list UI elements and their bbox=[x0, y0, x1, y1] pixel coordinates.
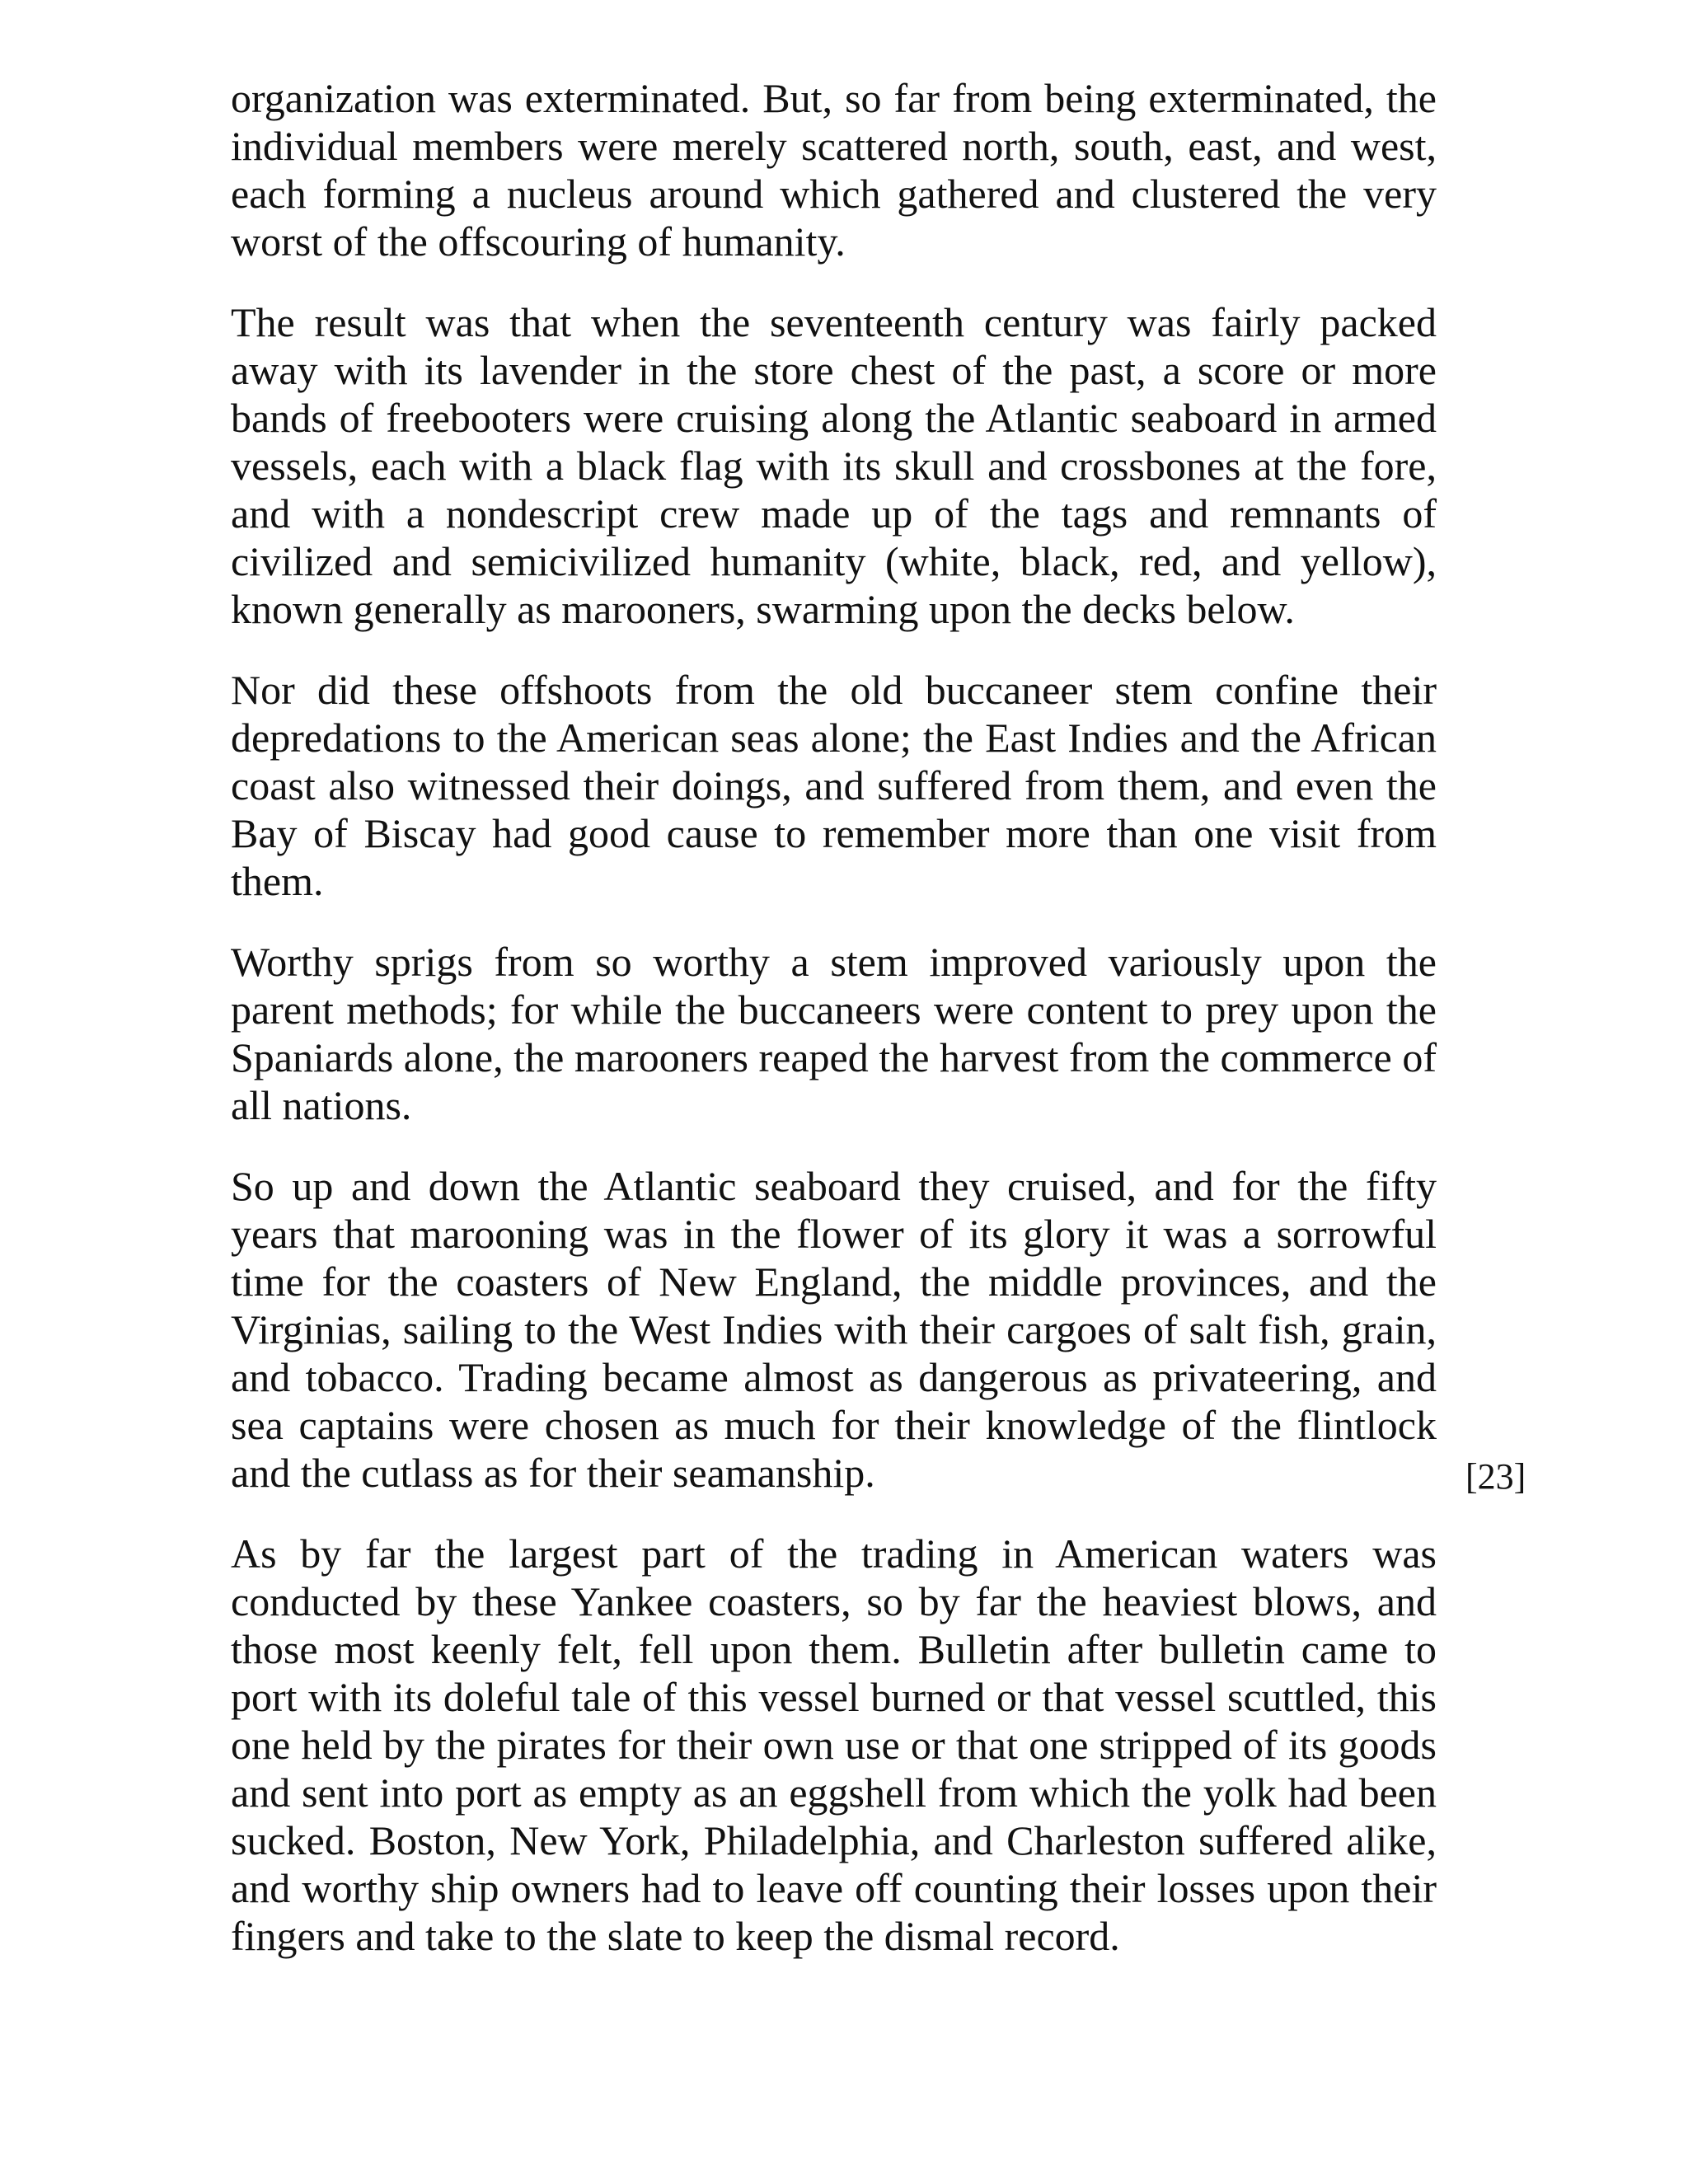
paragraph-4: Worthy sprigs from so worthy a stem improved variously upon the parent methods; for while the buccaneers were content to prey upon the Spaniards alone, the marooners reaped the harvest from the commerce of all nations. bbox=[231, 939, 1437, 1128]
paragraph-6: As by far the largest part of the trading in American waters was conducted by these Yankee coasters, so by far the heaviest blows, and those most keenly felt, fell upon them. Bulletin after bulletin came to port with its doleful tale of this vessel burned or that vessel scuttled, this one held by the pirates for their own use or that one stripped of its goods and sent into port as empty as an eggshell from which the yolk had been sucked. Boston, New York, Philadelphia, and Charleston suffered alike, and worthy ship owners had to leave off counting their losses upon their fingers and take to the slate to keep the dismal record. bbox=[231, 1530, 1437, 1959]
page-number: [23] bbox=[1465, 1456, 1526, 1497]
paragraph-3: Nor did these offshoots from the old buccaneer stem confine their depredations to the American seas alone; the East Indies and the African coast also witnessed their doings, and suffered from them, and even the Bay of Biscay had good cause to remember more than one visit from them. bbox=[231, 667, 1437, 904]
paragraph-5: So up and down the Atlantic seaboard they cruised, and for the fifty years that marooning was in the flower of its glory it was a sorrowful time for the coasters of New England, the middle provinces, and the Virginias, sailing to the West Indies with their cargoes of salt fish, grain, and tobacco. Trading became almost as dangerous as privateering, and sea captains were chosen as much for their knowledge of the flintlock and the cutlass as for their seamanship. bbox=[231, 1163, 1437, 1496]
paragraph-1: organization was exterminated. But, so far from being exterminated, the individual members were merely scattered north, south, east, and west, each forming a nucleus around which gathered and clustered the very worst of the offscouring of humanity. bbox=[231, 75, 1437, 265]
document-body bbox=[231, 74, 1437, 1960]
paragraph-2: The result was that when the seventeenth century was fairly packed away with its lavender in the store chest of the past, a score or more bands of freebooters were cruising along the Atlantic seaboard in armed vessels, each with a black flag with its skull and crossbones at the fore, and with a nondescript crew made up of the tags and remnants of civilized and semicivilized humanity (white, black, red, and yellow), known generally as marooners, swarming upon the decks below. bbox=[231, 299, 1437, 632]
